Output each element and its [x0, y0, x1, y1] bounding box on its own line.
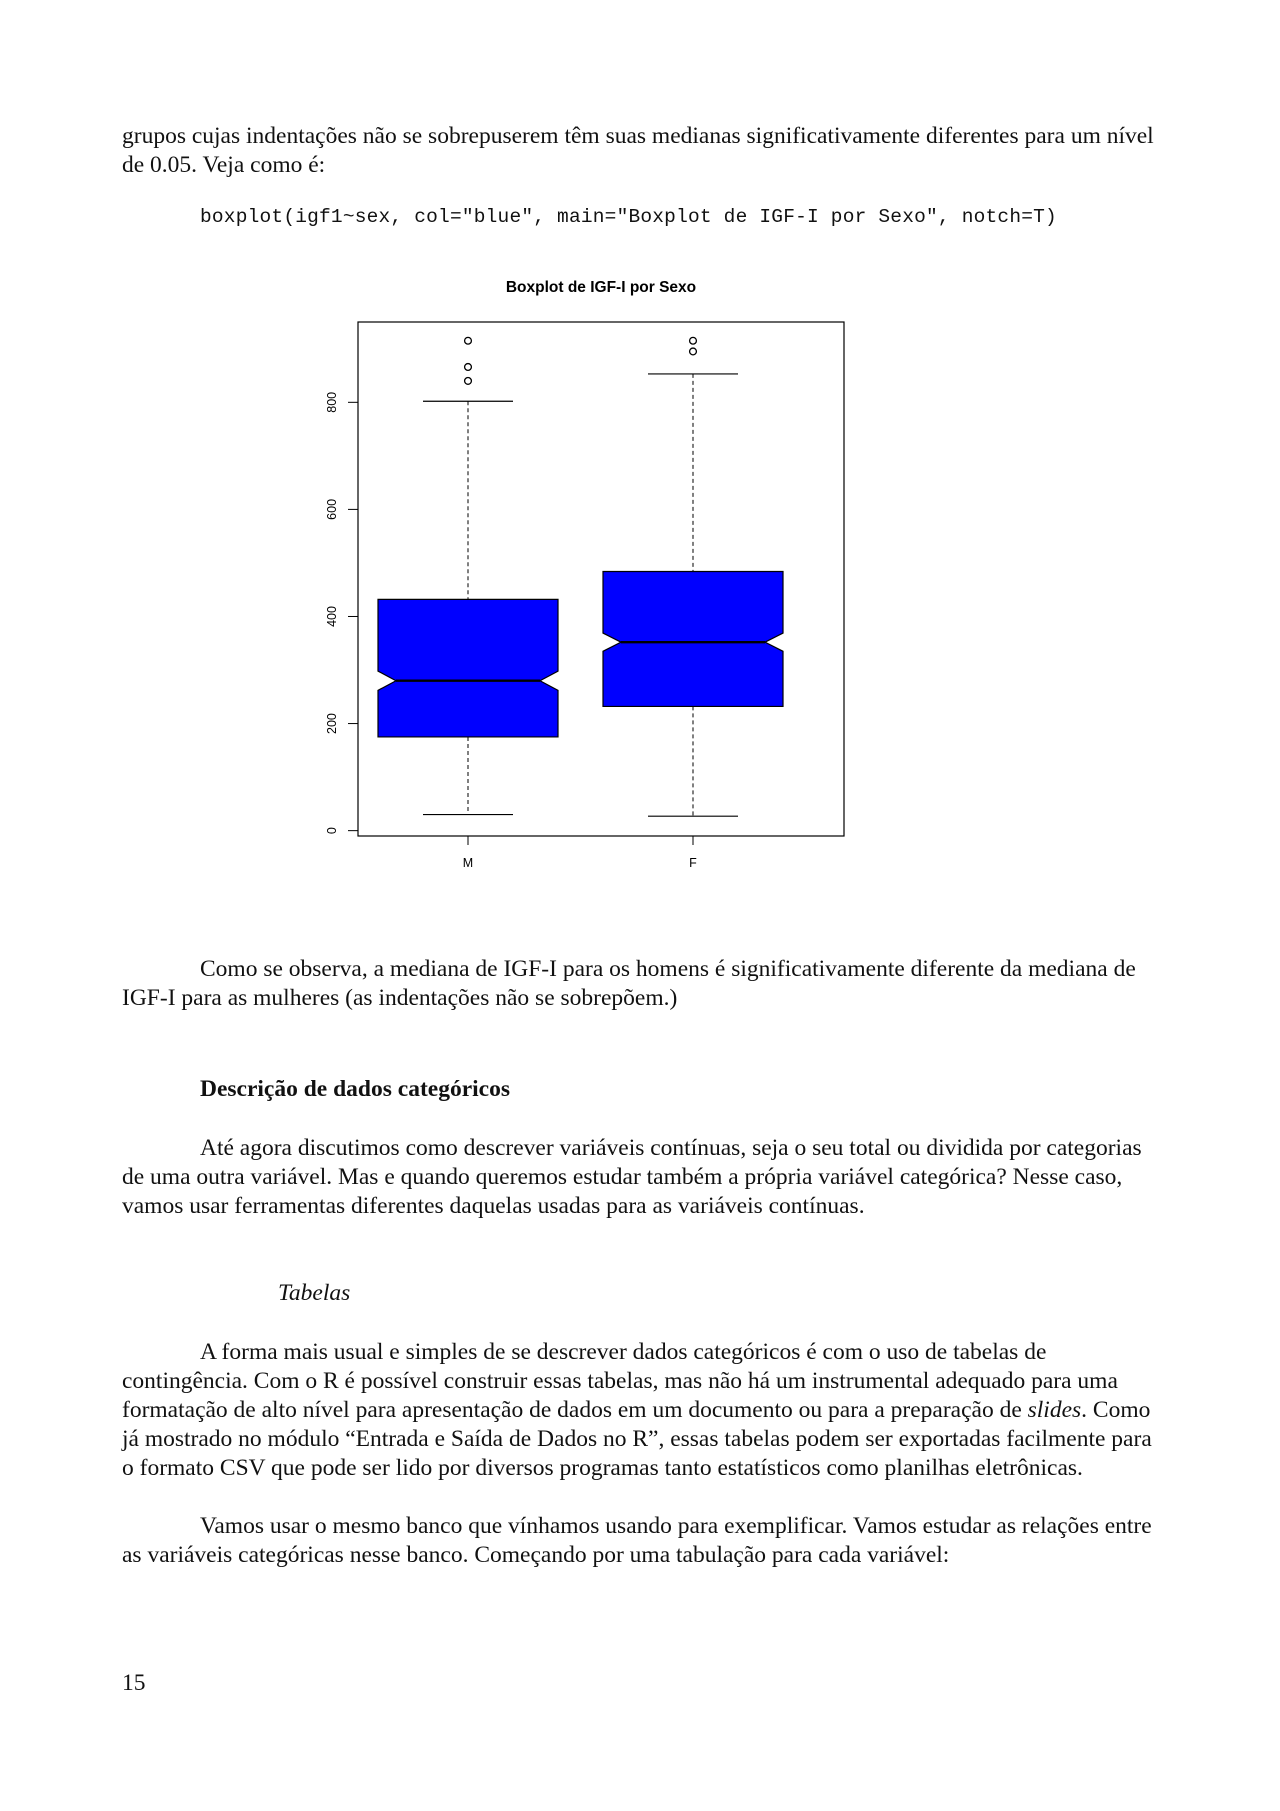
paragraph-tables-part2: . Como já mostrado no módulo “Entrada e Saída de Dados no R”, essas tabelas podem ser exportadas facilmente para o formato CSV que pode ser lido por diversos programas tanto estatísticos como planilhas eletrônicas. [122, 1397, 1152, 1481]
y-tick-label: 0 [325, 827, 339, 835]
outlier-point [465, 377, 472, 384]
page-number: 15 [122, 1670, 146, 1696]
subsection-heading: Tabelas [278, 1280, 351, 1306]
box-body [378, 599, 558, 737]
outlier-point [465, 364, 472, 371]
y-tick-label: 400 [325, 606, 339, 627]
y-tick-label: 800 [325, 391, 339, 413]
paragraph-dataset: Vamos usar o mesmo banco que vínhamos usando para exemplificar. Vamos estudar as relações entre as variáveis categóricas nesse banco. Começando por uma tabulação para cada variável: [122, 1513, 1152, 1568]
paragraph-tables-part1: A forma mais usual e simples de se descrever dados categóricos é com o uso de tabelas de contingência. Com o R é possível construir essas tabelas, mas não há um instrumental adequado para uma formatação de alto nível para apresentação de dados em um documento ou para a preparação de [122, 1339, 1118, 1423]
y-tick-label: 200 [325, 713, 339, 734]
y-axis [325, 392, 358, 834]
x-tick-label: F [689, 856, 697, 868]
box-group [378, 337, 783, 816]
paragraph-tables-emphasis: slides [1027, 1397, 1082, 1423]
box-body [603, 572, 783, 707]
paragraph-intro: grupos cujas indentações não se sobrepuserem têm suas medianas significativamente diferentes para um nível de 0.05. Veja como é: [122, 123, 1154, 178]
paragraph-tables [122, 1338, 1162, 1483]
chart-title: Boxplot de IGF-I por Sexo [505, 279, 697, 296]
section-heading: Descrição de dados categóricos [200, 1076, 510, 1102]
outlier-point [690, 337, 697, 344]
outlier-point [690, 348, 697, 355]
paragraph-observation: Como se observa, a mediana de IGF-I para os homens é significativamente diferente da mediana de IGF-I para as mulheres (as indentações não se sobrepõem.) [122, 956, 1136, 1011]
outlier-point [465, 337, 472, 344]
paragraph-categorical: Até agora discutimos como descrever variáveis contínuas, seja o seu total ou dividida por categorias de uma outra variável. Mas e quando queremos estudar também a própria variável categórica? Nesse caso, vamos usar ferramentas diferentes daquelas usadas para as variáveis contínuas. [122, 1135, 1142, 1219]
y-tick-label: 600 [325, 498, 339, 520]
x-axis [463, 836, 697, 868]
code-line: boxplot(igf1~sex, col="blue", main="Boxplot de IGF-I por Sexo", notch=T) [200, 206, 1057, 228]
x-tick-label: M [462, 856, 474, 868]
boxplot-chart [290, 268, 950, 868]
